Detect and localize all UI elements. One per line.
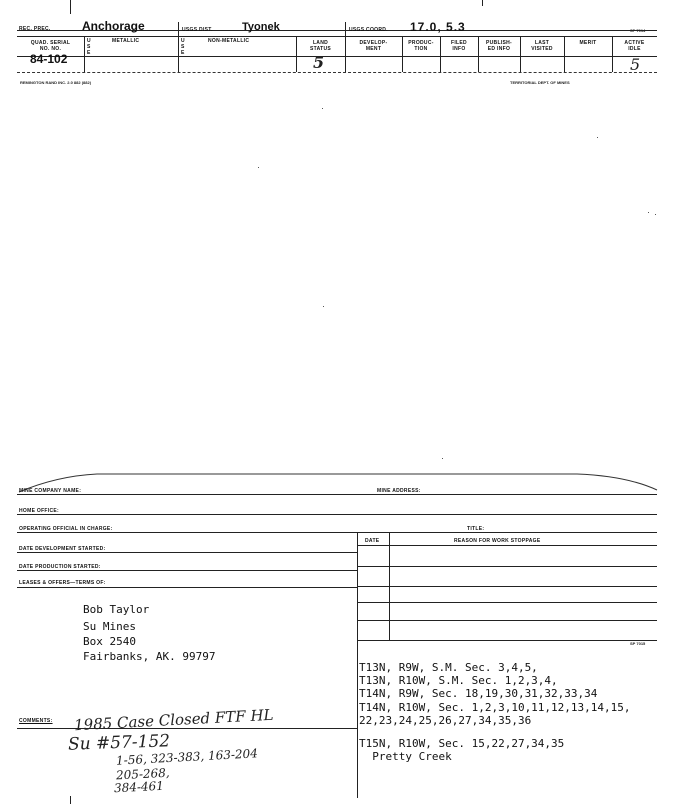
published-info-label: PUBLISH- <box>485 40 512 46</box>
lessee-box: Box 2540 <box>83 635 136 648</box>
merit-label: MERIT <box>579 40 597 46</box>
date-development-label: DATE DEVELOPMENT STARTED: <box>19 546 106 552</box>
use-mark-u-2: U <box>181 38 185 44</box>
location-line: T15N, R10W, Sec. 15,22,27,34,35 <box>359 737 565 750</box>
land-status-value: 5 <box>313 53 325 72</box>
quad-serial-label: QUAD. SERIAL <box>30 40 71 46</box>
active-idle-label-2: IDLE <box>628 46 641 52</box>
location-line: T14N, R9W, Sec. 18,19,30,31,32,33,34 <box>359 687 598 700</box>
last-visited-label-2: VISITED <box>531 46 553 52</box>
mine-company-label: MINE COMPANY NAME: <box>19 488 82 494</box>
comment-handwriting: 1-56, 323-383, 163-204 <box>115 746 259 768</box>
lessee-company: Su Mines <box>83 620 136 633</box>
lessee-name: Bob Taylor <box>83 603 150 616</box>
rec-prec-value: Anchorage <box>82 19 145 33</box>
filed-info-label-2: INFO <box>452 46 466 52</box>
stoppage-row <box>357 640 657 641</box>
date-production-label: DATE PRODUCTION STARTED: <box>19 564 101 570</box>
active-idle-label: ACTIVE <box>624 40 645 46</box>
comment-handwriting: 205-268, <box>115 765 171 783</box>
comments-label: COMMENTS: <box>19 718 53 724</box>
usgs-dist-label: USGS DIST. <box>182 27 213 33</box>
stoppage-row <box>357 566 657 567</box>
form-number-top: SP 7014 <box>630 28 646 33</box>
metallic-label: METALLIC <box>112 38 140 44</box>
margin-tick <box>482 0 483 6</box>
quad-serial-label-2: NO. NO. <box>39 46 62 52</box>
land-status-label-2: STATUS <box>309 46 332 52</box>
comment-handwriting: 384-461 <box>113 778 165 796</box>
perforation-line <box>17 72 657 73</box>
location-line: T13N, R10W, S.M. Sec. 1,2,3,4, <box>359 674 558 687</box>
location-line: T13N, R9W, S.M. Sec. 3,4,5, <box>359 661 538 674</box>
operating-official-label: OPERATING OFFICIAL IN CHARGE: <box>19 526 113 532</box>
form-number-bottom: SP 7015 <box>630 641 646 646</box>
location-line: Pretty Creek <box>359 750 452 763</box>
use-mark-u: U <box>87 38 91 44</box>
margin-tick <box>70 0 71 14</box>
header-rule <box>17 36 657 37</box>
use-mark-e-2: E <box>181 50 185 56</box>
development-label: DEVELOP- <box>359 40 388 46</box>
nonmetallic-label: NON-METALLIC <box>208 38 250 44</box>
home-office-label: HOME OFFICE: <box>19 508 59 514</box>
comment-handwriting: 1985 Case Closed FTF HL <box>73 705 274 735</box>
quad-serial-value: 84-102 <box>30 52 68 66</box>
usgs-coord-value: 17.0, 5.3 <box>410 20 466 34</box>
filed-info-label: FILED <box>451 40 467 46</box>
land-status-label: LAND <box>312 40 329 46</box>
location-line: T14N, R10W, Sec. 1,2,3,10,11,12,13,14,15, <box>359 701 631 714</box>
leases-offers-label: LEASES & OFFERS—TERMS OF: <box>19 580 106 586</box>
card-top-edge <box>17 468 659 494</box>
margin-tick <box>70 796 71 804</box>
header-rule <box>17 56 657 57</box>
department-line: TERRITORIAL DEPT. OF MINES <box>510 80 570 85</box>
development-label-2: MENT <box>365 46 382 52</box>
last-visited-label: LAST <box>534 40 550 46</box>
printer-line: REMINGTON RAND INC. 2.0 882 (882) <box>20 80 92 85</box>
stoppage-row <box>357 620 657 621</box>
production-label: PRODUC- <box>408 40 434 46</box>
published-info-label-2: ED INFO <box>487 46 511 52</box>
use-mark-s: S <box>87 44 91 50</box>
title-label: TITLE: <box>467 526 485 532</box>
rec-prec-label: REC. PREC. <box>19 26 51 32</box>
date-col-header: DATE <box>365 538 380 544</box>
lessee-city: Fairbanks, AK. 99797 <box>83 650 216 663</box>
stoppage-row <box>357 602 657 603</box>
active-idle-value: 5 <box>630 55 641 74</box>
usgs-dist-value: Tyonek <box>242 21 280 33</box>
use-mark-s-2: S <box>181 44 185 50</box>
reason-col-header: REASON FOR WORK STOPPAGE <box>454 538 541 544</box>
stoppage-row <box>357 586 657 587</box>
production-label-2: TION <box>414 46 428 52</box>
comment-handwriting: Su #57-152 <box>67 731 171 755</box>
use-mark-e: E <box>87 50 91 56</box>
usgs-coord-label: USGS COORD. <box>349 27 388 33</box>
mine-address-label: MINE ADDRESS: <box>377 488 421 494</box>
table-divider <box>357 532 358 798</box>
location-line: 22,23,24,25,26,27,34,35,36 <box>359 714 532 727</box>
